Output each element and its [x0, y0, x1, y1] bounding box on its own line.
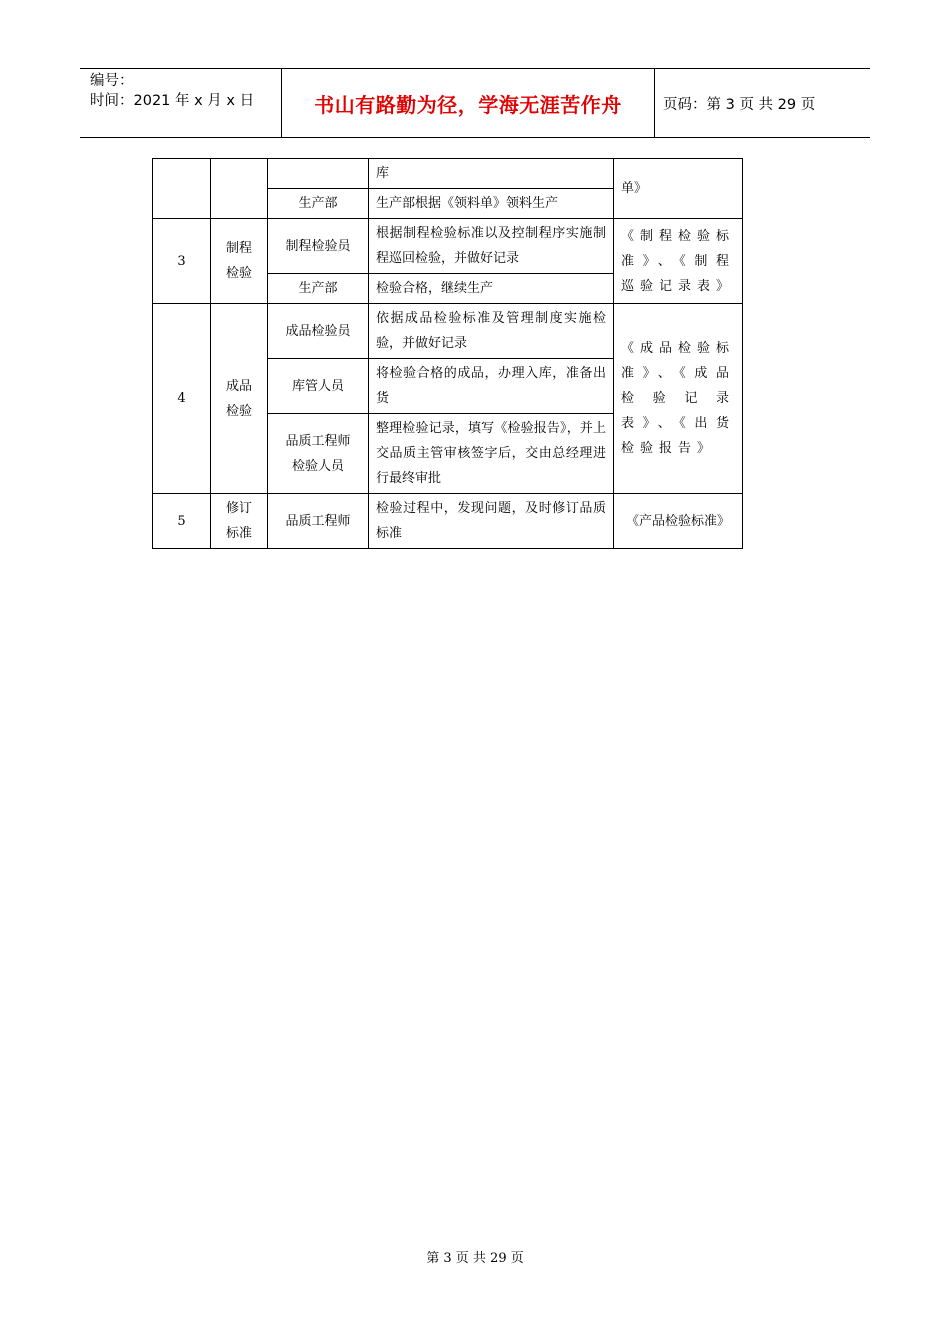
table-row	[153, 304, 743, 359]
step-number-cell: 4	[153, 304, 211, 494]
role-cell: 成品检验员	[268, 304, 369, 359]
document-cell: 《产品检验标准》	[614, 494, 743, 549]
header-slogan: 书山有路勤为径，学海无涯苦作舟	[282, 69, 655, 137]
document-cell: 《成品检验标准》、《成品检验记录表》、《出货检验报告》	[614, 304, 743, 494]
table-row	[153, 494, 743, 549]
header-meta	[80, 69, 282, 137]
step-name-cell	[211, 159, 268, 219]
role-cell: 制程检验员	[268, 219, 369, 274]
role-cell: 品质工程师	[268, 494, 369, 549]
role-cell: 生产部	[268, 189, 369, 219]
step-name-cell: 修订 标准	[211, 494, 268, 549]
description-cell: 根据制程检验标准以及控制程序实施制程巡回检验，并做好记录	[369, 219, 614, 274]
step-name-cell: 成品 检验	[211, 304, 268, 494]
document-date: 时间：2021 年 x 月 x 日	[90, 93, 255, 109]
role-cell: 生产部	[268, 274, 369, 304]
description-cell: 整理检验记录，填写《检验报告》，并上交品质主管审核签字后，交由总经理进行最终审批	[369, 414, 614, 494]
document-number-label: 编号：	[90, 73, 134, 89]
description-cell: 将检验合格的成品，办理入库，准备出货	[369, 359, 614, 414]
document-cell: 《制程检验标准》、《制程巡验记录表》	[614, 219, 743, 304]
description-cell: 库	[369, 159, 614, 189]
description-cell: 依据成品检验标准及管理制度实施检验，并做好记录	[369, 304, 614, 359]
role-cell: 库管人员	[268, 359, 369, 414]
role-cell	[268, 159, 369, 189]
step-number-cell: 5	[153, 494, 211, 549]
step-number-cell	[153, 159, 211, 219]
page-header	[80, 68, 870, 138]
inspection-process-table	[152, 158, 743, 549]
document-cell: 单》	[614, 159, 743, 219]
table-row	[153, 219, 743, 274]
page-footer: 第 3 页 共 29 页	[426, 1251, 524, 1266]
description-cell: 检验过程中，发现问题，及时修订品质标准	[369, 494, 614, 549]
description-cell: 检验合格，继续生产	[369, 274, 614, 304]
header-page-info: 页码：第 3 页 共 29 页	[663, 96, 816, 113]
description-cell: 生产部根据《领料单》领料生产	[369, 189, 614, 219]
role-cell: 品质工程师 检验人员	[268, 414, 369, 494]
step-name-cell: 制程 检验	[211, 219, 268, 304]
table-row	[153, 159, 743, 189]
step-number-cell: 3	[153, 219, 211, 304]
